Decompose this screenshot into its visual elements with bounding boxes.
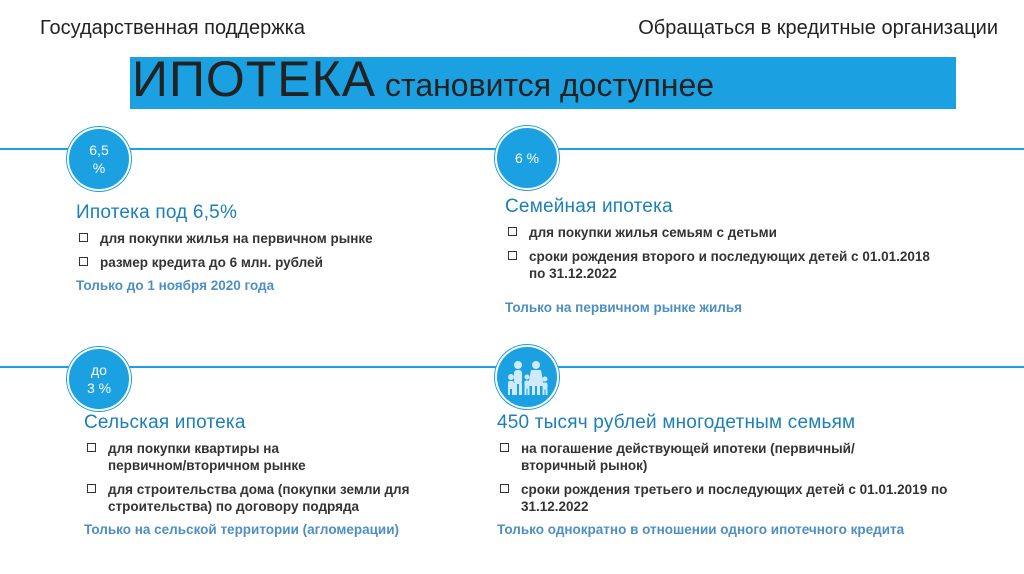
list-item [505,224,945,241]
checkbox-bullet-icon [500,443,509,452]
rate-badge-3 [67,347,131,411]
list-item [76,254,476,271]
checkbox-bullet-icon [500,484,509,493]
block-large-family-support [497,412,997,537]
list-item [84,481,478,515]
checkbox-bullet-icon [87,443,96,452]
block-note: Только однократно в отношении одного ипотечного кредита [497,522,905,537]
block-rural-mortgage [84,412,484,537]
rate-badge-6-label: 6 % [514,150,540,166]
list-item-text: для покупки жилья семьям с детьми [529,225,777,240]
family-icon [503,357,551,397]
checkbox-bullet-icon [79,257,88,266]
list-item-text: для покупки квартиры на первичном/вторичном рынке [108,441,306,473]
list-item-text: размер кредита до 6 млн. рублей [100,255,323,270]
list-item [497,440,861,474]
block-heading: Семейная ипотека [505,196,673,217]
list-item-text: на погашение действующей ипотеки (первичный/вторичный рынок) [521,441,855,473]
block-list [84,440,484,515]
block-note: Только на сельской территории (агломерации) [84,522,400,537]
rate-badge-6 [495,126,559,190]
title-main: ИПОТЕКА [132,51,377,107]
title-sub: становится доступнее [376,67,715,103]
checkbox-bullet-icon [87,484,96,493]
block-list [76,230,476,271]
block-note: Только до 1 ноября 2020 года [76,278,275,293]
checkbox-bullet-icon [79,233,88,242]
list-item [84,440,358,474]
list-item [497,481,951,515]
list-item-text: сроки рождения второго и последующих детей с 01.01.2018 по 31.12.2022 [529,249,930,281]
block-mortgage-6-5 [76,202,476,293]
block-heading: Сельская ипотека [84,412,246,433]
list-item-text: для покупки жилья на первичном рынке [100,231,373,246]
block-note: Только на первичном рынке жилья [505,300,743,315]
rate-badge-6-5-label: 6,5 % [89,142,109,176]
rate-badge-6-5 [67,127,131,191]
list-item-text: сроки рождения третьего и последующих детей с 01.01.2019 по 31.12.2022 [521,482,948,514]
block-list [497,440,997,515]
page-title [132,50,714,108]
checkbox-bullet-icon [508,251,517,260]
rate-badge-3-label: до 3 % [86,362,112,396]
list-item-text: для строительства дома (покупки земли для строительства) по договору подряда [108,482,410,514]
header-left-text: Государственная поддержка [40,17,305,39]
list-item [505,248,949,282]
checkbox-bullet-icon [508,227,517,236]
block-list [505,224,945,282]
list-item [76,230,476,247]
block-heading: Ипотека под 6,5% [76,202,238,223]
header-right-text: Обращаться в кредитные организации [638,17,998,39]
block-family-mortgage [505,196,945,315]
family-badge [495,345,559,409]
block-heading: 450 тысяч рублей многодетным семьям [497,412,856,433]
